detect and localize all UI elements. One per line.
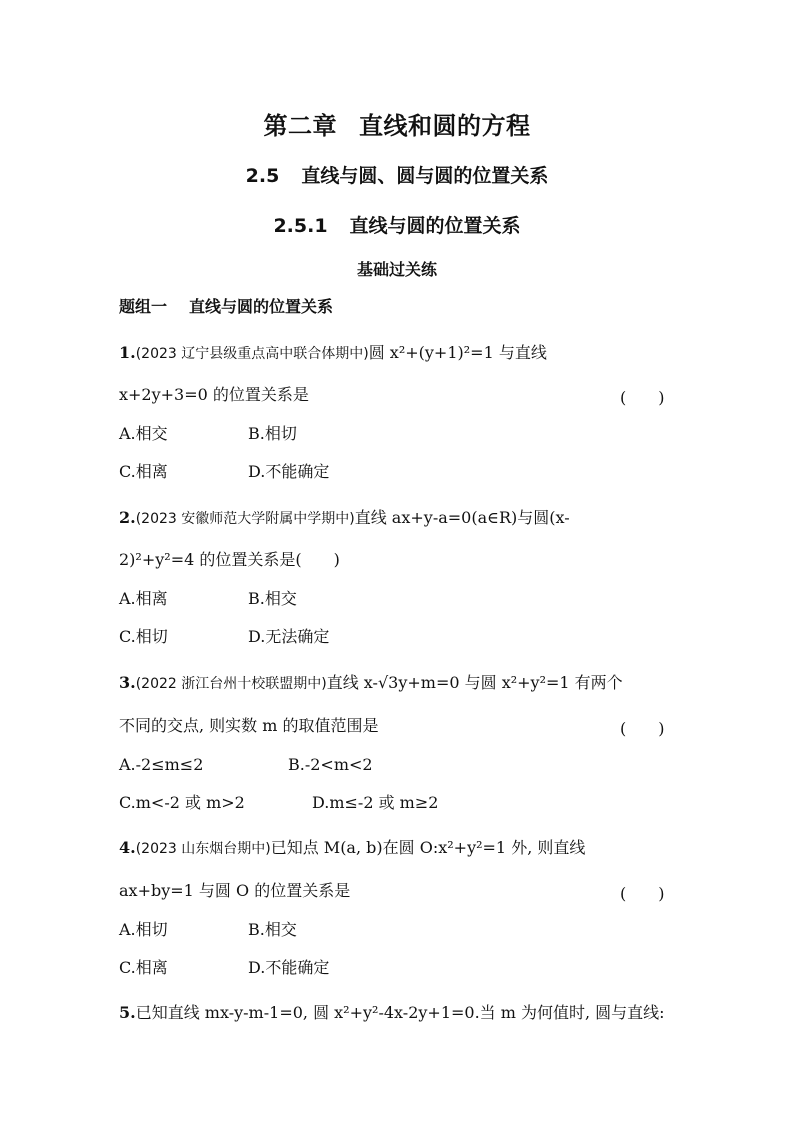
level-heading: 基础过关练 bbox=[356, 260, 437, 279]
question-4-option-d: D.不能确定 bbox=[248, 958, 330, 977]
question-3-source: (2022 浙江台州十校联盟期中) bbox=[135, 676, 327, 692]
question-4-line-1 bbox=[119, 838, 585, 859]
chapter-heading bbox=[0, 106, 794, 141]
question-3-answer-paren: ( ) bbox=[620, 719, 665, 738]
question-4-option-b: B.相交 bbox=[248, 920, 297, 939]
question-2-stem-line-1: 直线 ax+y-a=0(a∈R)与圆(x- bbox=[354, 508, 570, 527]
question-1-option-a: A.相交 bbox=[119, 424, 168, 443]
question-2-source: (2023 安徽师范大学附属中学期中) bbox=[135, 511, 355, 527]
question-1-option-b: B.相切 bbox=[248, 424, 297, 443]
subsection-title: 直线与圆的位置关系 bbox=[349, 215, 521, 237]
question-4-option-c: C.相离 bbox=[119, 958, 168, 977]
section-number: 2.5 bbox=[245, 165, 280, 187]
subsection-number: 2.5.1 bbox=[273, 215, 328, 237]
question-1-stem-line-1: 圆 x²+(y+1)²=1 与直线 bbox=[368, 343, 547, 362]
question-1-option-d: D.不能确定 bbox=[248, 462, 330, 481]
chapter-title: 直线和圆的方程 bbox=[359, 112, 531, 140]
question-3-stem-line-1: 直线 x-√3y+m=0 与圆 x²+y²=1 有两个 bbox=[326, 673, 623, 692]
question-3-option-b: B.-2<m<2 bbox=[288, 755, 373, 774]
question-4-source: (2023 山东烟台期中) bbox=[135, 841, 271, 857]
question-1-answer-paren: ( ) bbox=[620, 388, 665, 407]
question-2-option-d: D.无法确定 bbox=[248, 627, 330, 646]
question-4-option-a: A.相切 bbox=[119, 920, 168, 939]
question-group-heading bbox=[119, 294, 333, 317]
question-5-line-1 bbox=[119, 1003, 665, 1023]
question-3-option-d: D.m≤-2 或 m≥2 bbox=[312, 793, 439, 812]
question-1-line-1 bbox=[119, 343, 547, 364]
section-title: 直线与圆、圆与圆的位置关系 bbox=[301, 165, 549, 187]
question-2-option-c: C.相切 bbox=[119, 627, 168, 646]
group-label: 题组一 bbox=[119, 297, 168, 316]
question-4-stem-line-1: 已知点 M(a, b)在圆 O:x²+y²=1 外, 则直线 bbox=[270, 838, 586, 857]
question-4-number: 4. bbox=[119, 838, 136, 857]
question-3-number: 3. bbox=[119, 673, 136, 692]
section-heading bbox=[0, 161, 794, 188]
question-3-option-a: A.-2≤m≤2 bbox=[119, 755, 204, 774]
question-2-number: 2. bbox=[119, 508, 136, 527]
question-4-line-2: ax+by=1 与圆 O 的位置关系是 bbox=[119, 881, 351, 900]
question-1-line-2: x+2y+3=0 的位置关系是 bbox=[119, 385, 309, 404]
question-5-stem-line-1: 已知直线 mx-y-m-1=0, 圆 x²+y²-4x-2y+1=0.当 m 为何值时, 圆与直线: bbox=[135, 1003, 665, 1022]
question-1-number: 1. bbox=[119, 343, 136, 362]
question-3-line-1 bbox=[119, 673, 623, 694]
question-2-line-2: 2)²+y²=4 的位置关系是( ) bbox=[119, 550, 340, 569]
question-4-answer-paren: ( ) bbox=[620, 884, 665, 903]
question-3-line-2: 不同的交点, 则实数 m 的取值范围是 bbox=[119, 716, 379, 735]
chapter-number: 第二章 bbox=[263, 112, 337, 140]
question-2-line-1 bbox=[119, 508, 570, 529]
group-title: 直线与圆的位置关系 bbox=[189, 297, 334, 316]
subsection-heading bbox=[0, 211, 794, 238]
question-1-source: (2023 辽宁县级重点高中联合体期中) bbox=[135, 346, 369, 362]
question-2-option-a: A.相离 bbox=[119, 589, 168, 608]
question-2-option-b: B.相交 bbox=[248, 589, 297, 608]
question-1-option-c: C.相离 bbox=[119, 462, 168, 481]
question-5-number: 5. bbox=[119, 1003, 136, 1022]
question-3-option-c: C.m<-2 或 m>2 bbox=[119, 793, 245, 812]
